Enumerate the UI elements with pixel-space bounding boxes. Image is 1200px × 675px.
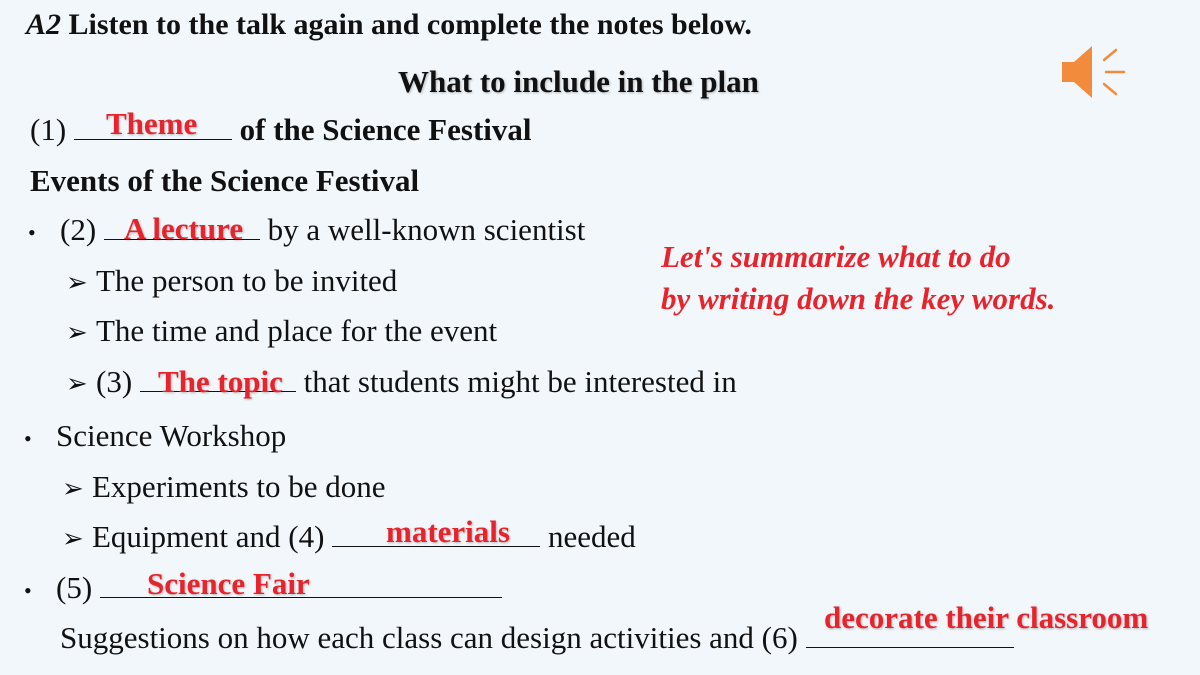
note-line-7: • Science Workshop xyxy=(24,418,287,453)
answer-2: A lecture xyxy=(124,211,244,246)
note-line-8: ➢ Experiments to be done xyxy=(62,469,386,504)
answer-4: materials xyxy=(386,514,510,549)
title-prefix: A2 xyxy=(26,8,62,41)
answer-1: Theme xyxy=(106,106,198,141)
arrow-bullet-icon: ➢ xyxy=(62,524,84,553)
arrow-bullet-icon: ➢ xyxy=(66,268,88,297)
note-line-9: ➢ Equipment and (4) needed xyxy=(62,519,636,554)
note-line-4: ➢ The person to be invited xyxy=(66,263,398,298)
title-text: Listen to the talk again and complete the notes below. xyxy=(68,8,752,41)
bullet-dot: • xyxy=(24,577,32,603)
arrow-bullet-icon: ➢ xyxy=(66,369,88,398)
bullet-dot: • xyxy=(28,219,36,245)
summary-note: Let's summarize what to do by writing down the key words. xyxy=(661,239,1056,316)
answer-6: decorate their classroom xyxy=(824,600,1149,635)
subtitle: What to include in the plan xyxy=(398,64,759,99)
note-line-6: ➢ (3) that students might be interested in xyxy=(66,364,737,399)
note-line-10: • (5) xyxy=(24,570,502,606)
page-title xyxy=(26,8,752,42)
answer-3: The topic xyxy=(158,364,283,399)
arrow-bullet-icon: ➢ xyxy=(62,474,84,503)
note-line-1: (1) of the Science Festival xyxy=(30,112,532,147)
note-line-11: Suggestions on how each class can design activities and (6) xyxy=(60,620,1014,656)
arrow-bullet-icon: ➢ xyxy=(66,318,88,347)
note-line-3: • (2) by a well-known scientist xyxy=(28,212,586,247)
note-line-5: ➢ The time and place for the event xyxy=(66,313,498,348)
speaker-icon[interactable] xyxy=(1058,40,1132,104)
bullet-dot: • xyxy=(24,425,32,451)
answer-5: Science Fair xyxy=(147,566,310,601)
note-line-2: Events of the Science Festival xyxy=(30,163,420,198)
